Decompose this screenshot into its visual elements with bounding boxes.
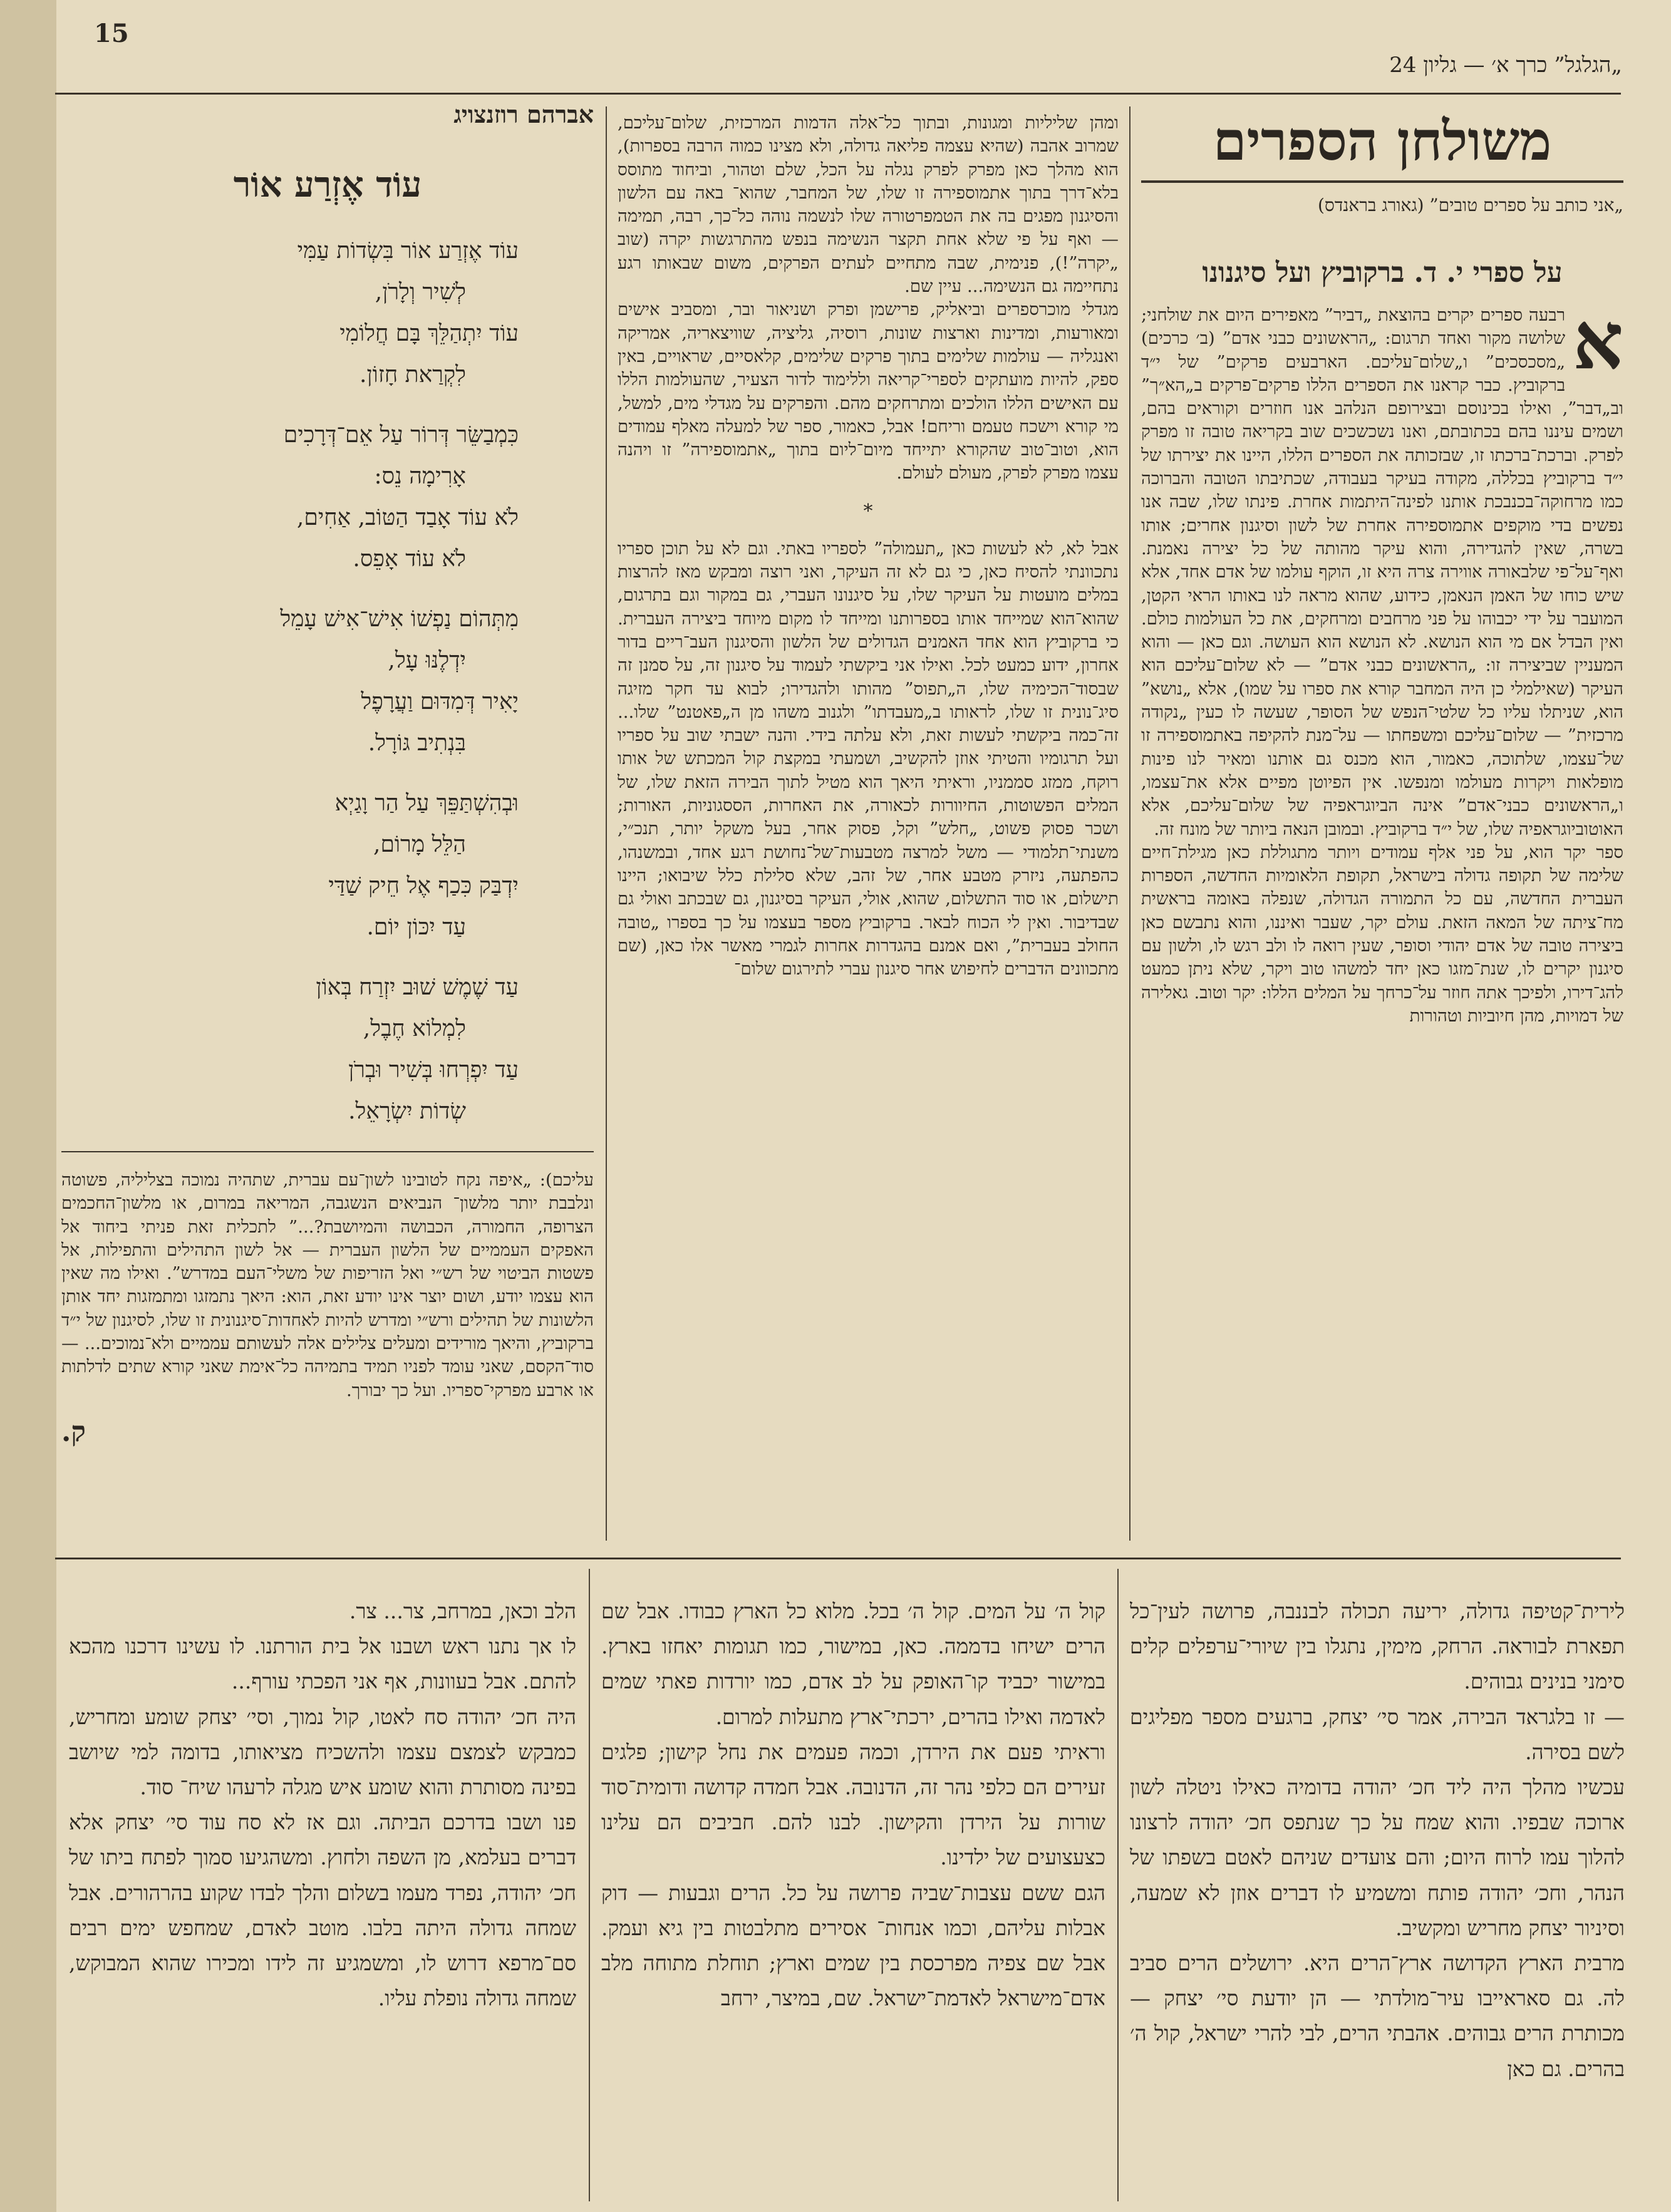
- review-body: [1141, 294, 1623, 1028]
- poem-stanza: [61, 230, 519, 396]
- drop-cap: א: [1573, 294, 1623, 387]
- poem-stanza: [61, 783, 519, 948]
- middle-text-top: ומהן שליליות ומגונות, ובתוך כל־אלה הדמות המרכזית, שלום־עליכם, שמרוב אהבה (שהיא עצמה פליאה גדולה, ולא מצינו כמוה הרבה בספרות), הוא מהלך כאן מפרק לפרק נגלה על הכל, שלם וטהור, וביחוד מתוסס בלא־דרך בתוך אתמוספירה זו שלו, של המחבר, שהוא־ באה עם הלשון והסיגנון מפגים בה את הטמפרטורה שלו לנשמה נוהה כל־כך, רבה, תמימה — ואף על פי שלא אחת תקצר הנשימה בנפש מהתרגשות יקרה (שוב „יקרה”!), פנימית, שבה מתחיים לעתים הפרקים, משום שבאותו רגע נתחיימה גם הנשימה... עיין שם. מגדלי מוכרספרים וביאליק, פרישמן ופרק ושניאור ובר, ומסביב אישים ומאורעות, ומדינות וארצות שונות, רוסיה, גליציה, שוויצאריה, אמריקה ואנגליה — עולמות שלימים בתוך פרקים שלימים, קלאסיים, שראויים, באין ספק, להיות מועתקים לספרי־קריאה וללימוד לדור הצעיר, שהעולמות הללו עם האישים הללו הולכים ומתרחקים מהם. והפרקים על מגדלי מים, למשל, מי קורא וישכח טעמם וריחם! אבל, כאמור, ספר של למעלה מאלף עמודים הוא, וטוב־טוב שהקורא יתייחד מיום־ליום בתוך „אתמוספירה” זו ויהנה עצמו מפרק לפרק, מעולם לעולם.: [618, 113, 1119, 483]
- section-heading: על ספרי י. ד. ברקוביץ ועל סיגנונו: [1202, 257, 1563, 289]
- bottom-column-rule-right: [1117, 1569, 1119, 2201]
- column-rule-left: [606, 106, 607, 1541]
- review-text: רבעה ספרים יקרים בהוצאת „דביר” מאפירים היום את שולחני; שלושה מקור ואחד תרגום: „הראשונים כבני אדם” (ב׳ כרכים) „מסכסכים” ו„שלום־עליכם. הארבעים פרקים” של י״ד ברקוביץ. כבר קראנו את הספרים הללו פרקים־פרקים ב„הא״ך” וב„דבר”, ואילו בכינוסם ובצירופם הנלהב אנו חוזרים וקוראים בהם, ושמים עיננו בהם בכתובתם, ואנו נשכשכים שוב בקריאה טובה זו מפרק לפרק. וברכת־ברכתו זו, שבזכותה את הספרים הללו, היינו את יצירתו של י״ד ברקוביץ בכללה, מקודה בעיקר בעבודה, שכתיבתו הטובה והברוכה כמו מרחוקה־בכנבכת אותנו לפינה־היתמות אחרת. פינתו שלו, שבה אנו נפשים בדי מוקפים אתמוספירה אחרת של לשון וסיגנון אחרים; אותו בשרה, שאין להגדירה, והוא עיקר מהותה של כל יצירה נאמנת. ואף־על־פי שלבאורה אווירה צרה היא זו, הוקף עולמו של אדם אחד, אלא שיש כוחו של האמן הנאמן, כידוע, שהוא מראה לנו באותו הראי הקטן, המועבר על ידי יכבוהו על פני מרחבים ומרחקים, את כל העולמות כולם. ואין הבדל אם מי הוא הנושא. לא הנושא הוא העושה. וגם כאן — והוא המעניין שביצירה זו: „הראשונים כבני אדם” — לא שלום־עליכם הוא העיקר (שאילמלי כן היה המחבר קורא את ספרו על שמו), אלא „נושא” הוא, שניתלו עליו כל שלטי־הנפש של הסופר, שעשה לו כעין „נקודה מרכזית” — שלום־עליכם ומשפחתו — על־מנת להקיפה באתמוספירה זו של־עצמו, שלתוכה, כאמור, הוא מכנס גם אותנו ומאיר לנו פינות מופלאות ויקרות מעולמו ומנפשו. אין הפיוטן מפיים אלא את־עצמו, ו„הראשונים כבני־אדם” אינה הביוגראפיה של שלום־עליכם, אלא האוטוביוגראפיה שלו, של י״ד ברקוביץ. ובמובן הנאה ביותר של מונח זה. ספר יקר הוא, על פני אלף עמודים ויותר מתגוללת כאן מגילת־חיים שלימה של תקופה גדולה בישראל, תקופת הלאומיות החדשה, הספרות העברית החדשה, עם כל התמורה הגדולה, שנפלה באומה בראשית מח־ציתה של המאה הזאת. עולם יקר, שעבר ואיננו, והוא נתבשם כאן ביצירה טובה של אדם יהודי וסופר, שעין רואה לו ולב רגש לו, ולשון עם סיגנון יקרים לו, שנת־מזגו כאן יחד למשהו טוב ויקר, שלא ניתן כמעט להג־דירו, ולפיכך אתה חוזר על־כרחך על המלים הללו: יקר וטוב. גאלירה של דמויות, מהן חיוביות וטהורות: [1141, 305, 1623, 1026]
- poem-divider: [61, 1151, 594, 1152]
- poem-body: [61, 230, 594, 1132]
- poem-line: יִדְבַּק כִּכַף אֶל חֵיק שַׁדַּי: [328, 873, 519, 899]
- poem-line: עוֹד אֶזְרַע אוֹר בִּשְׂדוֹת עַמִּי: [297, 238, 519, 264]
- poem-line: יִדְלֶנּוּ עָל,: [388, 648, 466, 673]
- poem-column: [61, 100, 594, 1541]
- poem-line: לִמְלוֹא חֶבֶל,: [363, 1016, 466, 1041]
- masthead-subtitle: „אני כותב על ספרים טובים” (גאורג בראנדס): [1318, 195, 1623, 215]
- poem-line: מִתְּהוֹם נַפְשׁוֹ אִישׁ־אִישׁ עָמֵל: [280, 606, 519, 632]
- poem-line: עַד שֶׁמֶשׁ שׁוּב יִזְרַח בְּאוֹן: [316, 974, 519, 1000]
- bottom-column-rule-left: [589, 1569, 590, 2201]
- poem-stanza: [61, 967, 519, 1132]
- left-continuation-text: עליכם): „איפה נקח לטובינו לשון־עם עברית, שתהיה נמוכה בצליליה, פשוטה ונלבבת יותר מלשון־ הנביאים הנשגבה, המריאה במרום, או מלשון־החכמים הצרופה, החמורה, הכבושה והמיושבת?...” לתכלית זאת פניתי ביחוד אל האפקים העממיים של הלשון העברית — אל לשון התהילים והתפילות, אל פשטות הביטוי של רש״י ואל הזריפות של משלי־העם במדרש”. ואילו מה שאין הוא עצמו יודע, ושום יוצר אינו יודע זאת, הוא: היאך נתמזגו ומתמזגות יחד אותן הלשונות של תהילים ורש״י ומדרש להיות לאחדות־סיגנונית זו שלו, לסיגנון של י״ד ברקוביץ, והיאך מורידים ומעלים צלילים אלה לעשותם עממיים ולא־נמוכים... — סוד־הקסם, שאני עומד לפניו תמיד בתמיהה כל־אימת שאני קורא שתים לדלתות או ארבע מפרקי־ספריו. ועל כך יבורך.: [61, 1170, 594, 1400]
- column-rule-right: [1129, 106, 1130, 1541]
- review-continuation-column: [618, 111, 1119, 1543]
- masthead-title: משולחן הספרים: [1141, 110, 1623, 183]
- poem-author: אברהם רוזנצויג: [453, 100, 594, 128]
- poem-line: לִקְרַאת חָזוֹן.: [360, 362, 466, 388]
- poem-line: לֹא עוֹד אָפֵס.: [353, 546, 466, 572]
- poem-line: לֹא עוֹד אָבַד הַטּוֹב, אַחִים,: [296, 505, 519, 530]
- story-text: הלב וכאן, במרחב, צר... צר. לו אך נתנו ראש ושבנו אל בית הורתנו. לו עשינו דרכנו מהכא להתם. אבל בעוונות, אף אני הפכתי עורף... היה חכ׳ יהודה סח לאטו, קול נמוך, וסי׳ יצחק שומע ומחריש, כמבקש לצמצם עצמו ולהשכיח מציאותו, בדומה למי שיושב בפינה מסותרת והוא שומע איש מגלה לרעהו שיח־ סוד. פנו ושבו בדרכם הביתה. וגם אז לא סח עוד סי׳ יצחק אלא דברים בעלמא, מן השפה ולחוץ. ומשהגיעו סמוך לפתח ביתו של חכ׳ יהודה, נפרד מעמו בשלום והלך לבדו שקוע בהרהורים. אבל שמחה גדולה היתה בלבו. מוטב לאדם, שמחפש ימים רבים סם־מרפא דרוש לו, ומשמגיע זה לידו ומכירו שהוא המבוקש, שמחה גדולה נופלת עליו.: [69, 1599, 576, 2011]
- poem-line: עוֹד יִתְהַלֵּךְ בָּם חֲלוֹמִי: [339, 321, 519, 346]
- story-column-left: [69, 1594, 576, 2204]
- page-shadow: [0, 0, 56, 2212]
- middle-text-bottom: אבל לא, לא לעשות כאן „תעמולה” לספריו באתי. וגם לא על תוכן ספריו נתכוונתי להסיח כאן, כי גם לא זה העיקר, ואני רוצה ומבקש מאז להרצות במלים מועטות על העיקר שלו, על סיגנונו העברי, גם במקור וגם בתרגום, שהוא־הוא שמייחד אותו בספרותנו ומייחד לו מקום מיוחד ביצירה העברית. כי ברקוביץ הוא אחד האמנים הגדולים של הלשון והסיגנון העב־ריים בדור אחרון, ידוע כמעט לכל. ואילו אני ביקשתי לעמוד על סיגנון זה, על סמנן זה שבסוד־הכימיה שלו, ה„תפוס” מהותו ולהגדירו; לבוא עד חקר מזיגה סיג־נונית זו שלו, לראותו ב„מעבדתו” ולגנוב משהו מן ה„פאטנט” שלו... זה־כמה ביקשתי לעשות זאת, ולא עלתה בידי. והנה ישבתי שוב על ספריו ועל תרגומיו והטיתי אוזן להקשיב, ושמעתי במקצת קול המכתש של אותו רוקח, ממזג סממניו, וראיתי היאך הוא מטיל לתוך הבירה הזאת שלו, של המלים הפשוטות, החיוורות לכאורה, את האחרות, הססגוניות, האורות; ושכר פסוק פשוט, „חלש” וקל, פסוק אחר, בעל משקל יותר, תנכ״י, משנתי־תלמודי — משל למרצה מטבעות־של־נחושת רגע אחד, ובמשנהו, כהפתעה, ניזרק מטבע אחר, של זהב, שלא סלילת כלל שיבואו; היינו תישלום, או סוד התשלום, שהוא, אולי, העיקר בסיגנון, גם שבכתב ואולי גם שבדיבור. ואין לי הכוח לבאר. ברקוביץ מספר בעצמו על כך בספרו „טובה החולב בעברית”, ואם אמנם בהגדרות אחרות לגמרי מאשר אלו כאן, (שם מתכוונים הדברים לחיפוש אחר סיגנון עברי לתירגום שלום־: [618, 538, 1119, 979]
- poem-line: עַד יִפְרְחוּ בְּשִׁיר וּבְרֹן: [348, 1057, 519, 1083]
- poem-line: שְׂדוֹת יִשְׂרָאֵל.: [348, 1098, 466, 1124]
- running-head: „הגלגל” כרך א׳ — גליון 24: [1389, 53, 1622, 78]
- poem-line: עַד יִכּוֹן יוֹם.: [366, 914, 466, 940]
- book-review-column: [1141, 110, 1623, 1544]
- poem-stanza: [61, 415, 519, 580]
- poem-line: וּבְהִשְׁתַּפֵּךְ עַל הַר וָגַיְא: [334, 790, 519, 816]
- poem-line: אָרִימָה נֵס:: [374, 463, 466, 489]
- poem-line: הַלֵּל מָרוֹם,: [373, 832, 466, 857]
- signature: ק.: [61, 1415, 86, 1448]
- poem-line: כִּמְבַשֵּׂר דְּרוֹר עַל אֵם־דְּרָכִים: [283, 422, 519, 448]
- poem-line: בִּנְתִיב גּוֹרָל.: [368, 730, 466, 756]
- header-rule: [55, 93, 1621, 95]
- poem-line: יָאִיר דְּמִדּוּם וַעֲרָפֶל: [361, 689, 519, 715]
- story-text: לירי​ת־קטיפה גדולה, יריעה תכולה לבננבה, פרושה לעין־כל תפארת לבוראה. הרחק, מימין, נתגלו בין שיורי־ערפלים קלים סימני בנינים גבוהים. — זו בלגראד הבירה, אמר סי׳ יצחק, ברגעים מספר מפליגים לשם בסירה. עכשיו מהלך היה ליד חכ׳ יהודה בדומיה כאילו ניטלה לשון ארוכה שבפיו. והוא שמח על כך שנתפס חכ׳ יהודה לרצונו להלוך עמו לרוח היום; והם צועדים שניהם לאטם בשפתו של הנהר, וחכ׳ יהודה פותח ומשמיע לו דברים אוזן לא שמעה, וסיניור יצחק מחריש ומקשיב. מרבית הארץ הקדושה ארץ־הרים היא. ירושלים הרים סביב לה. גם סאראייבו עיר־מולדתי — הן יודעת סי׳ יצחק — מכותרת הרים גבוהים. אהבתי הרים, לבי להרי ישראל, קול ה׳ בהרים. גם כאן: [1130, 1599, 1625, 2081]
- story-text: קול ה׳ על המים. קול ה׳ בכל. מלוא כל הארץ כבודו. אבל שם הרים ישיחו בדממה. כאן, במישור, כמו תגומות יאחזו בארץ. במישור יכביד קו־האופק על לב אדם, כמו יורדות פאתי שמים לאדמה ואילו בהרים, ירכתי־ארץ מתעלות למרום. וראיתי פעם את הירדן, וכמה פעמים את נחל קישון; פלגים זעירים הם כלפי נהר זה, הדנובה. אבל חמדה קדושה ודומית־סוד שורות על הירדן והקישון. לבנו להם. חביבים הם עלינו כצעצועים של ילדינו. הגם ששם עצבות־שביה פרושה על כל. הרים וגבעות — דוק אבלות עליהם, וכמו אנחות־ אסירים מתלבטות בין גיא ועמק. אבל שם צפיה מפרכסת בין שמים וארץ; תוחלת מתוחה מלב אדם־מישראל לאדמת־ישראל. שם, במיצר, ירחב: [601, 1599, 1105, 2011]
- story-column-middle: [601, 1594, 1105, 2204]
- section-break-star: *: [863, 500, 873, 522]
- poem-stanza: [61, 599, 519, 764]
- poem-title: עוֹד אֶזְרַע אוֹר: [233, 164, 422, 205]
- page-number: 15: [94, 19, 129, 48]
- poem-line: לְשִׁיר וְלָרֹן,: [375, 279, 466, 305]
- story-column-right: [1130, 1594, 1625, 2204]
- section-rule: [55, 1558, 1621, 1559]
